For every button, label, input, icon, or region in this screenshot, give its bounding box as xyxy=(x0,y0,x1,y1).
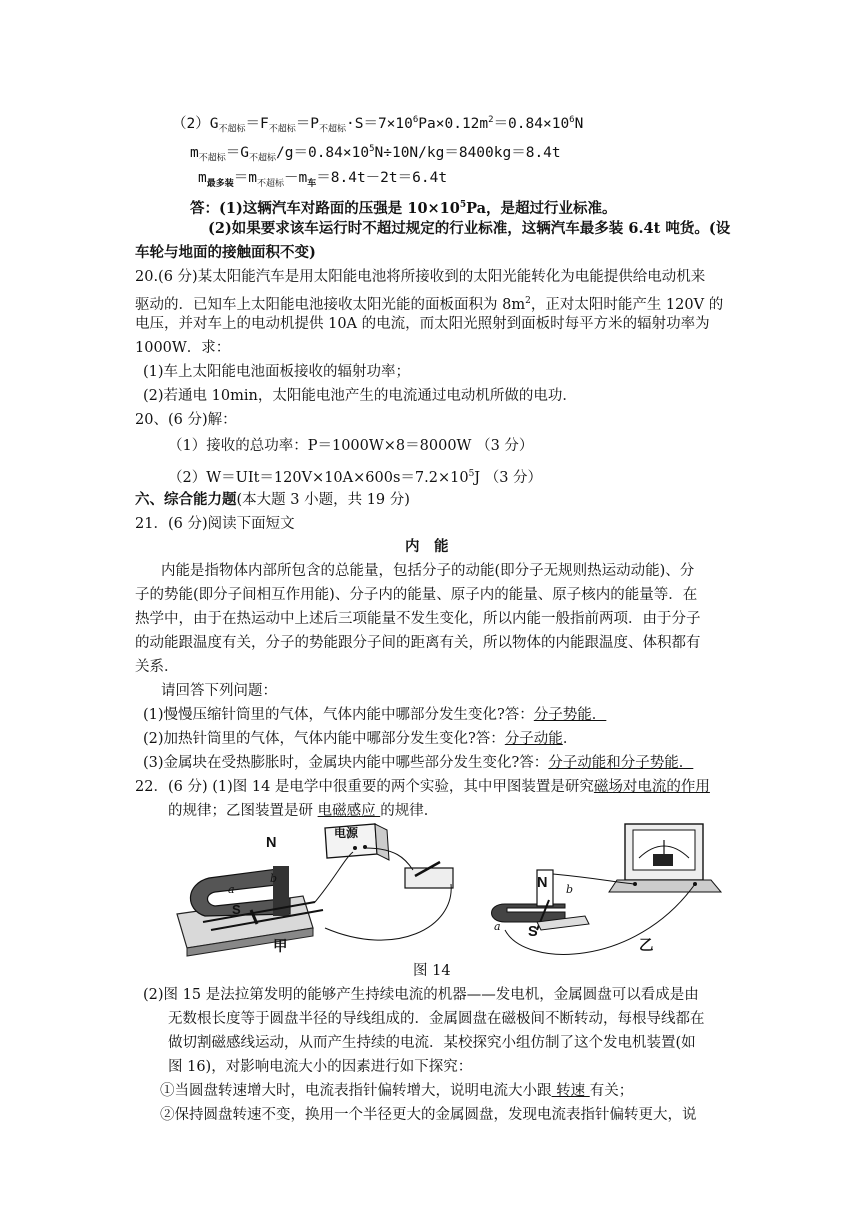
fig-jia-label: 甲 xyxy=(273,938,288,955)
q20-solution-2: $(2)W=UIt=120V\times 10A\times 600s=7.2\times 10^5J$ （3 分） xyxy=(168,469,543,486)
q21-para1: 内能是指物体内部所包含的总能量，包括分子的动能(即分子无规则热运动动能)、分 xyxy=(161,563,695,579)
fig14-caption: 图 14 xyxy=(413,963,451,979)
fig-jia-b: b xyxy=(270,872,278,885)
section6-title: 六、综合能力题(本大题 3 小题，共 19 分) xyxy=(135,491,410,508)
q21-question2: (2)加热针筒里的气体，气体内能中哪部分发生变化?答：分子动能． xyxy=(143,731,578,747)
q22-line1: 22．(6 分) (1)图 14 是电学中很重要的两个实验，其中甲图装置是研究磁场对电流的作用 xyxy=(135,779,710,795)
q21-para5: 关系． xyxy=(135,659,179,675)
fig-yi-S: S xyxy=(528,924,538,940)
q20-line1: 20.(6 分)某太阳能汽车是用太阳能电池将所接收到的太阳光能转化为电能提供给电动机来 xyxy=(135,269,706,285)
figure-jia xyxy=(177,824,453,956)
q20-line2: 驱动的．已知车上太阳能电池接收太阳光能的面板面积为 $8m^2$，正对太阳时能产生 120V 的 xyxy=(135,296,724,313)
q22-para2: 无数根长度等于圆盘半径的导线组成的．金属圆盘在磁极间不断转动，每根导线都在 xyxy=(168,1011,705,1027)
fig-power-label: 电源 xyxy=(334,826,359,840)
q22-line2: 的规律；乙图装置是研 电磁感应 的规律． xyxy=(168,803,439,819)
fig-yi-N: N xyxy=(537,875,548,891)
sol19-line3: $m_{最多装}=m_{不超标}-m_车=8.4t-2t=6.4t$ xyxy=(198,170,448,189)
q21-answer2: 分子动能 xyxy=(504,731,563,747)
sol19-answer1: 答：(1)这辆汽车对路面的压强是 $10\times 10^5Pa$，是超过行业标准。 xyxy=(190,199,617,217)
q21-question3: (3)金属块在受热膨胀时，金属块内能中哪些部分发生变化?答：分子动能和分子势能． xyxy=(143,755,694,771)
q21-line1: 21．(6 分)阅读下面短文 xyxy=(135,516,295,532)
q22-para4: 图 16)，对影响电流大小的因素进行如下探究： xyxy=(168,1059,473,1075)
q22-para1: (2)图 15 是法拉第发明的能够产生持续电流的机器——发电机，金属圆盘可以看成是由 xyxy=(143,987,699,1003)
sol19-line2: $m_{不超标}=G_{不超标}/g=0.84\times 10^5N\div 10N/kg=8400kg=8.4t$ xyxy=(190,144,561,164)
q20-solution-head: 20、(6 分)解： xyxy=(135,412,237,428)
q22-para3: 做切割磁感线运动，从而产生持续的电流．某校探究小组仿制了这个发电机装置(如 xyxy=(168,1035,696,1051)
q22-answer-magnetic: 磁场对电流的作用 xyxy=(593,779,710,795)
q20-line3: 电压，并对车上的电动机提供 10A 的电流，而太阳光照射到面板时每平方米的辐射功率为 xyxy=(135,316,710,332)
q21-para4: 的动能跟温度有关，分子的势能跟分子间的距离有关，所以物体的内能跟温度、体积都有 xyxy=(135,635,701,651)
q22-answer-speed: 转速 xyxy=(551,1083,590,1099)
q22-answer-induction: 电磁感应 xyxy=(317,803,381,819)
q21-para2: 子的势能(即分子间相互作用能)、分子内的能量、原子内的能量、原子核内的能量等．在 xyxy=(135,587,698,603)
q22-para5: ①当圆盘转速增大时，电流表指针偏转增大，说明电流大小跟 转速 有关； xyxy=(160,1083,634,1099)
sol19-answer2: (2)如果要求该车运行时不超过规定的行业标准，这辆汽车最多装 6.4t 吨货。(设 xyxy=(208,220,731,237)
figure-yi xyxy=(492,824,722,954)
q21-para3: 热学中，由于在热运动中上述后三项能量不发生变化，所以内能一般指前两项．由于分子 xyxy=(135,611,701,627)
figure-14 xyxy=(165,818,755,978)
sol19-answer2-cont: 车轮与地面的接触面积不变) xyxy=(135,244,316,261)
fig-jia-N: N xyxy=(266,835,277,851)
sol19-line1: $(2)G_{不超标}=F_{不超标}=P_{不超标}\cdot S=7\times 10^6Pa\times 0.12m^2=0.84\times 10^6N$ xyxy=(172,115,584,135)
q21-answer3: 分子动能和分子势能． xyxy=(548,755,694,771)
fig-jia-a: a xyxy=(228,883,235,896)
fig-yi-a: a xyxy=(494,920,501,933)
q22-para6: ②保持圆盘转速不变，换用一个半径更大的金属圆盘，发现电流表指针偏转更大，说 xyxy=(160,1107,697,1123)
q20-line5: (1)车上太阳能电池面板接收的辐射功率； xyxy=(143,364,411,380)
q21-question1: (1)慢慢压缩针筒里的气体，气体内能中哪部分发生变化?答：分子势能． xyxy=(143,707,607,723)
fig-yi-b: b xyxy=(566,883,574,896)
q20-solution-1: （1）接收的总功率：P＝1000W×8＝8000W （3 分） xyxy=(168,438,534,454)
q21-ask: 请回答下列问题： xyxy=(161,683,277,699)
q20-line6: (2)若通电 10min，太阳能电池产生的电流通过电动机所做的电功． xyxy=(143,388,577,404)
fig-jia-S: S xyxy=(232,902,241,917)
q20-line4: 1000W．求： xyxy=(135,340,231,356)
fig-yi-label: 乙 xyxy=(639,937,654,954)
q21-article-title: 内 能 xyxy=(405,538,449,555)
q21-answer1: 分子势能． xyxy=(533,707,607,723)
